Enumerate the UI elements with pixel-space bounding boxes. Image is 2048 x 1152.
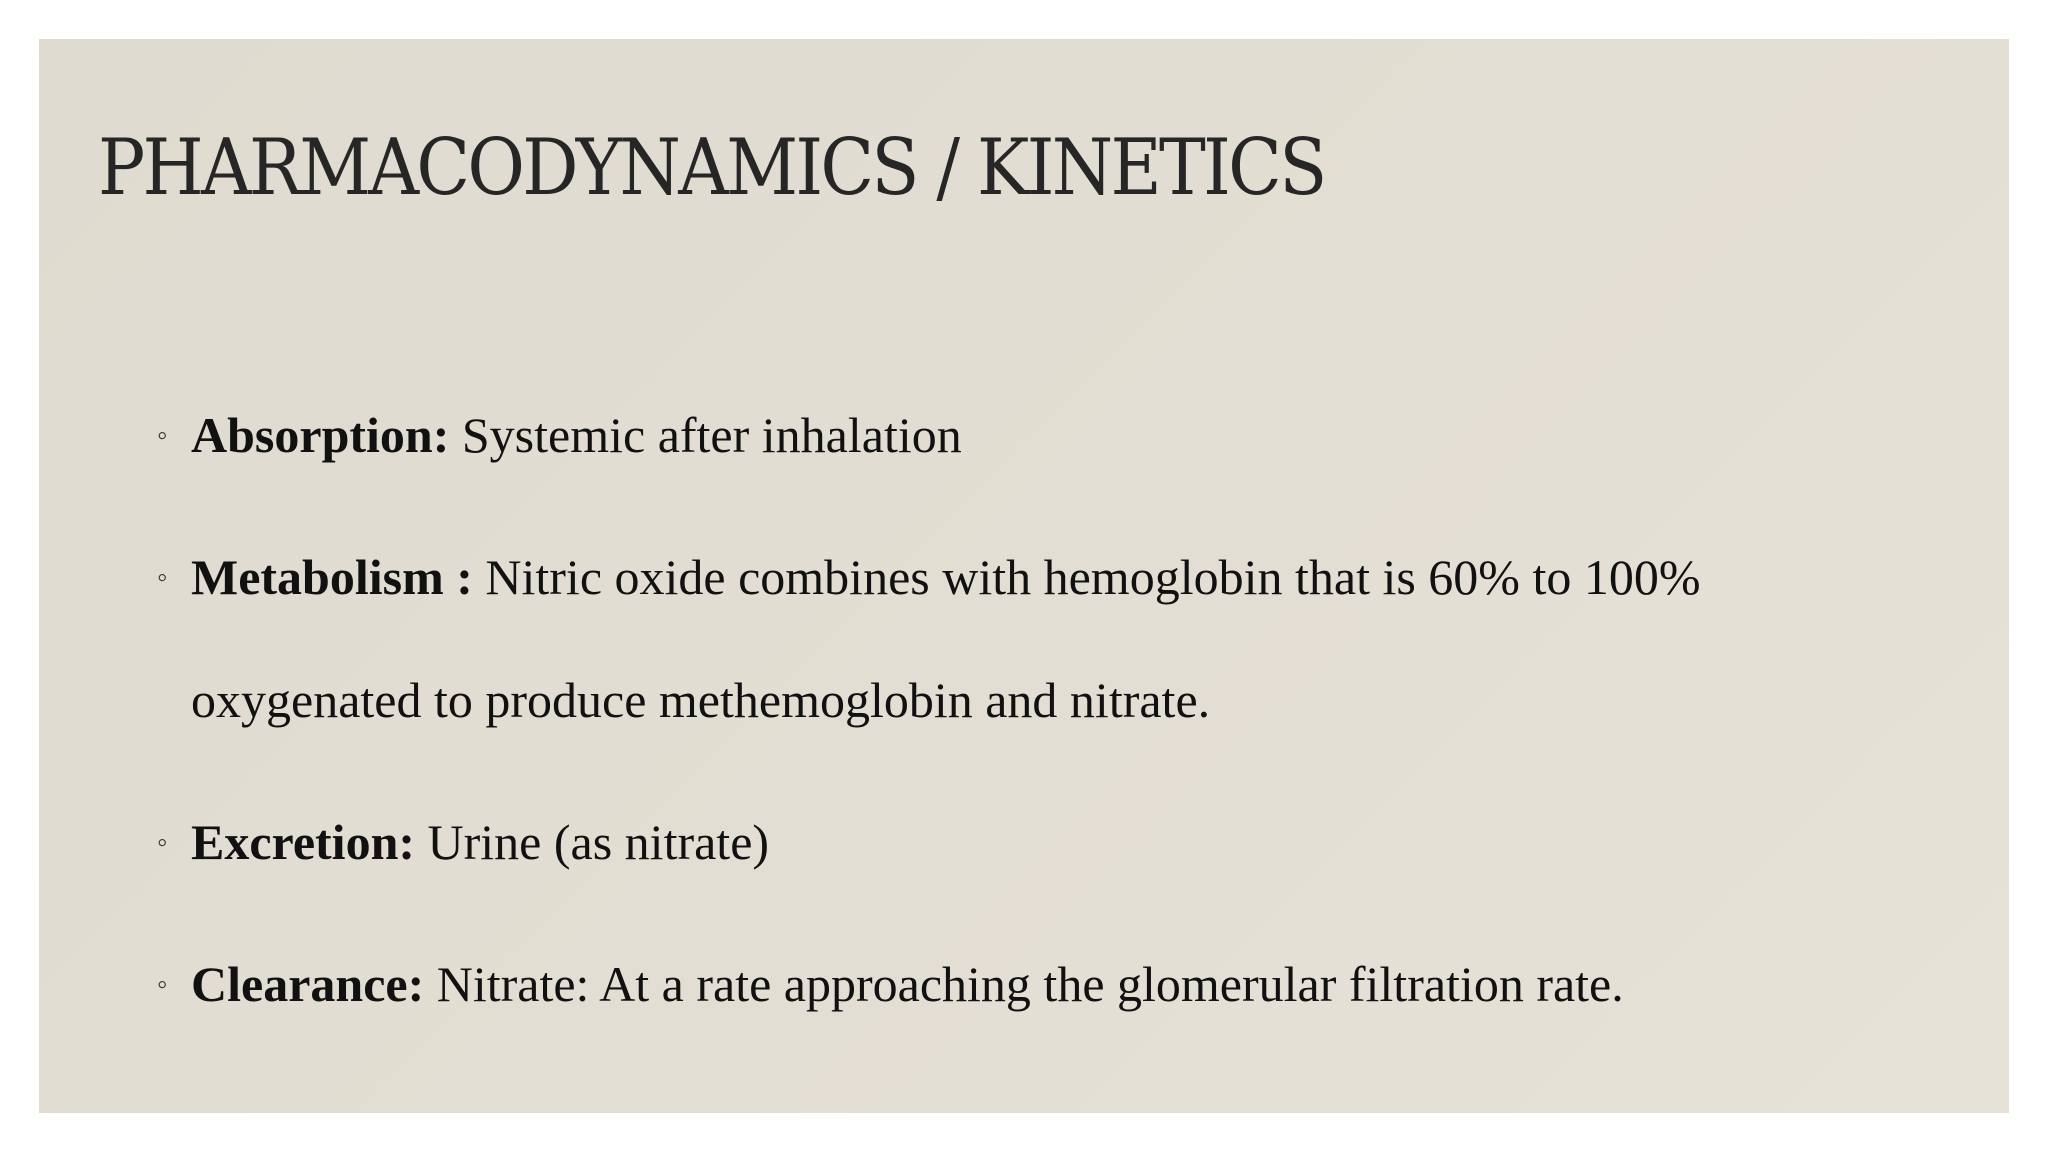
bullet-text: Nitrate: At a rate approaching the glomerular filtration rate. [436, 956, 1624, 1012]
bullet-excretion [119, 781, 1919, 904]
bullet-absorption [119, 374, 1919, 497]
bullet-text: Systemic after inhalation [461, 407, 962, 463]
bullet-metabolism [119, 516, 1919, 762]
bullet-icon: ◦ [157, 826, 168, 859]
bullet-term: Metabolism : [191, 549, 473, 605]
slide-title: PHARMACODYNAMICS / KINETICS [98, 123, 1325, 213]
bullet-text: Nitric oxide combines with hemoglobin that is 60% to 100% oxygenated to produce methemoglobin and nitrate. [191, 549, 1701, 728]
bullet-list [119, 374, 1919, 1046]
slide [39, 39, 2009, 1113]
bullet-term: Excretion: [191, 814, 416, 870]
bullet-term: Absorption: [191, 407, 450, 463]
bullet-term: Clearance: [191, 956, 425, 1012]
bullet-icon: ◦ [157, 968, 168, 1001]
bullet-text: Urine (as nitrate) [427, 814, 770, 870]
bullet-icon: ◦ [157, 561, 168, 594]
bullet-icon: ◦ [157, 419, 168, 452]
bullet-clearance [119, 923, 1919, 1046]
